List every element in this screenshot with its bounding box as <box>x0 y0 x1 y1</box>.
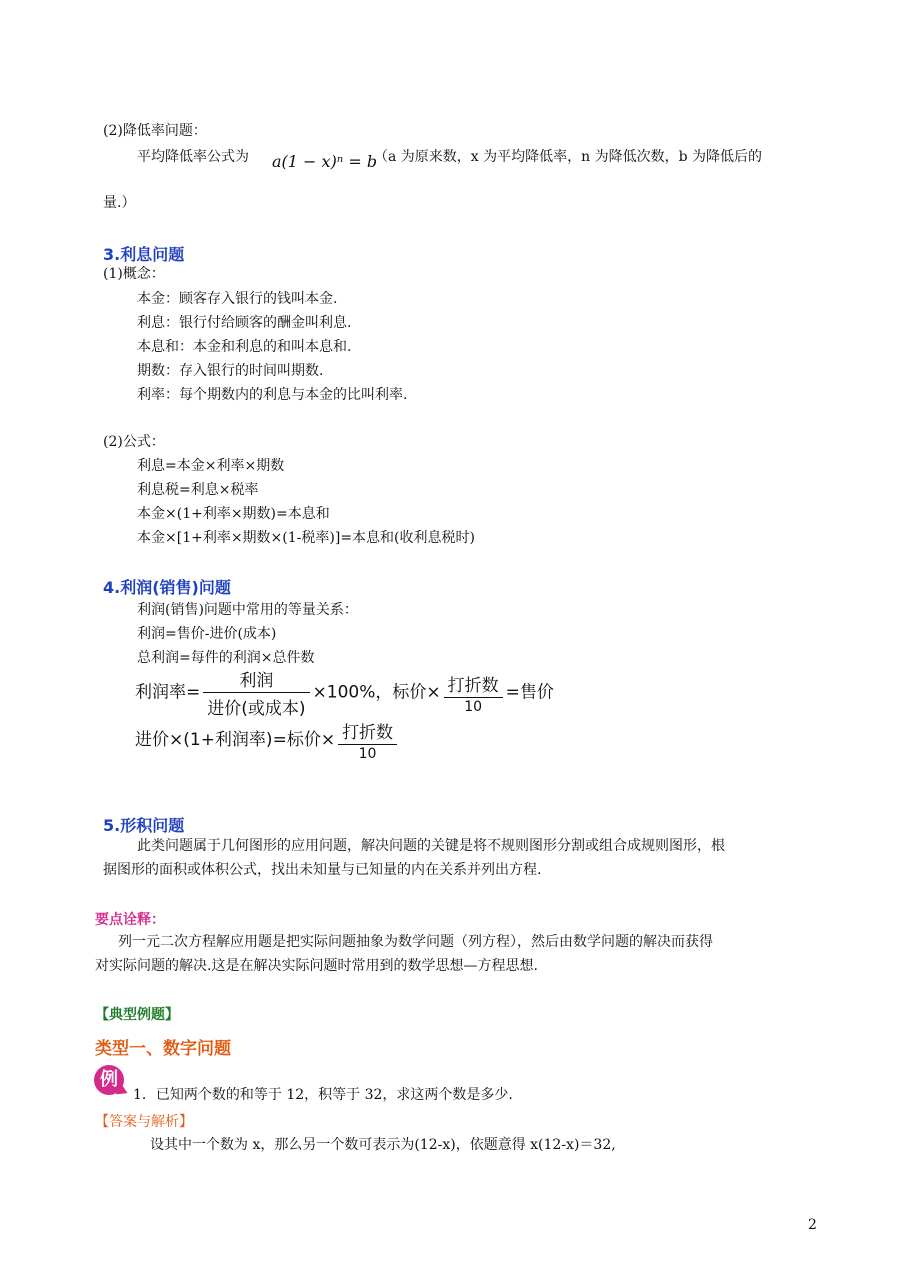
f1-fraction <box>203 666 309 719</box>
interest-formula-heading: (2)公式： <box>103 434 165 450</box>
concept-item: 期数：存入银行的时间叫期数. <box>137 363 324 379</box>
profit-line: 利润(销售)问题中常用的等量关系： <box>137 602 358 618</box>
interest-concept-heading: (1)概念： <box>103 266 165 282</box>
interest-title: 3.利息问题 <box>103 245 185 264</box>
example-badge: 例 <box>94 1065 124 1095</box>
f2-denominator: 10 <box>358 746 377 762</box>
f1-end: =售价 <box>505 682 554 703</box>
answer-label: 【答案与解析】 <box>95 1114 193 1130</box>
interest-formula: 本金×(1+利率×期数)=本息和 <box>137 506 330 522</box>
f1-denominator: 进价(或成本) <box>207 699 306 719</box>
f1-fraction-2 <box>444 671 503 715</box>
cost-price-formula <box>135 718 400 762</box>
f2-left: 进价×(1+利润率)=标价× <box>135 730 336 750</box>
profit-rate-formula <box>135 666 554 719</box>
concept-item: 本息和：本金和利息的和叫本息和. <box>137 339 352 355</box>
decline-heading: (2)降低率问题： <box>103 123 207 139</box>
profit-title: 4.利润(销售)问题 <box>103 578 231 597</box>
key-points-line-2: 对实际问题的解决.这是在解决实际问题时常用到的数学思想—方程思想. <box>95 958 538 974</box>
decline-formula-note: （a 为原来数，x 为平均降低率，n 为降低次数，b 为降低后的 <box>374 149 763 165</box>
f1-numerator-2: 打折数 <box>444 671 503 698</box>
interest-formula: 本金×[1+利率×期数×(1-税率)]=本息和(收利息税时) <box>137 530 475 546</box>
concept-item: 本金：顾客存入银行的钱叫本金. <box>137 291 338 307</box>
interest-formula: 利息税=利息×税率 <box>137 482 259 498</box>
concept-item: 利息：银行付给顾客的酬金叫利息. <box>137 315 352 331</box>
shape-line-1: 此类问题属于几何图形的应用问题，解决问题的关键是将不规则图形分割或组合成规则图形，根 <box>137 838 725 854</box>
shape-line-2: 据图形的面积或体积公式，找出未知量与已知量的内在关系并列出方程. <box>103 862 542 878</box>
decline-formula: a(1 − x)ⁿ = b <box>272 152 378 171</box>
profit-line: 利润=售价-进价(成本) <box>137 626 277 642</box>
f1-tail: ×100%，标价× <box>312 682 441 703</box>
f1-numerator: 利润 <box>203 666 309 693</box>
interest-formula: 利息=本金×利率×期数 <box>137 458 285 474</box>
examples-section-label: 【典型例题】 <box>95 1007 179 1023</box>
f2-fraction <box>338 718 397 762</box>
f1-denominator-2: 10 <box>464 698 483 715</box>
type-title: 类型一、数字问题 <box>95 1039 231 1059</box>
decline-formula-note-cont: 量.） <box>103 195 136 211</box>
example-question-1: 1．已知两个数的和等于 12，积等于 32，求这两个数是多少. <box>133 1087 513 1103</box>
f2-numerator: 打折数 <box>338 718 397 745</box>
decline-formula-intro: 平均降低率公式为 <box>137 149 249 165</box>
key-points-title: 要点诠释： <box>95 912 165 928</box>
key-points-line-1: 列一元二次方程解应用题是把实际问题抽象为数学问题（列方程），然后由数学问题的解决而获得 <box>118 934 713 950</box>
profit-line: 总利润=每件的利润×总件数 <box>137 650 315 666</box>
shape-title: 5.形积问题 <box>103 816 185 835</box>
answer-line: 设其中一个数为 x，那么另一个数可表示为(12-x)，依题意得 x(12-x)＝32, <box>150 1137 616 1153</box>
f1-left: 利润率= <box>135 682 201 703</box>
concept-item: 利率：每个期数内的利息与本金的比叫利率. <box>137 387 408 403</box>
page-number: 2 <box>808 1217 817 1233</box>
